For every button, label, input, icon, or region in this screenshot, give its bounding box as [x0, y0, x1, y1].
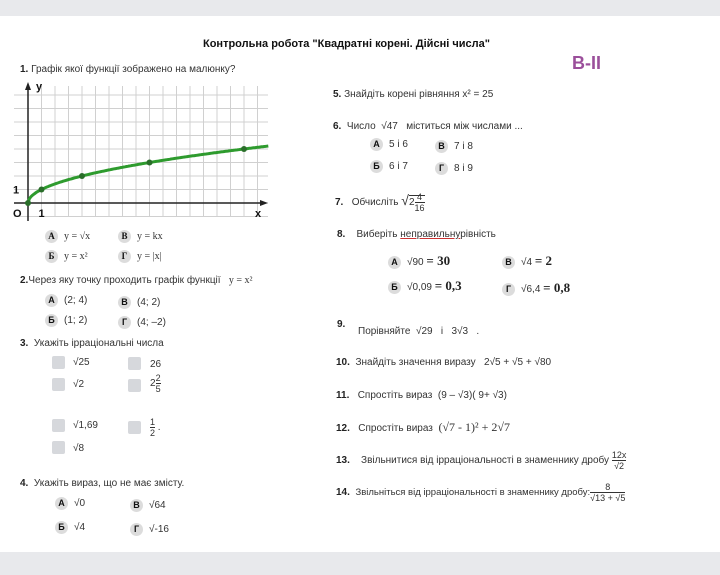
option-letter: Г: [118, 316, 131, 329]
option-value: = 30: [426, 253, 451, 268]
axis-label: O: [13, 208, 22, 220]
q-num: 12.: [336, 423, 350, 434]
option-letter: А: [45, 294, 58, 307]
option-Г[interactable]: [130, 523, 169, 536]
q-text: Знайдіть корені рівняння x² = 25: [344, 89, 494, 100]
q-text: міститься між числами ...: [406, 121, 523, 132]
option-В[interactable]: [118, 296, 160, 309]
checkbox[interactable]: [128, 379, 141, 392]
q-text: Число: [346, 121, 376, 132]
q-num: 4.: [20, 478, 29, 489]
denominator: 5: [155, 384, 161, 394]
option-text: (4; 2): [137, 297, 161, 308]
option-letter: Б: [55, 521, 68, 534]
checkbox[interactable]: [52, 356, 65, 369]
option-text: y = √x: [64, 231, 91, 242]
option-root: √90: [407, 257, 424, 268]
option-letter: А: [370, 138, 383, 151]
checkbox[interactable]: [128, 421, 141, 434]
option-В[interactable]: [502, 253, 552, 269]
q-text: рівність: [460, 229, 496, 240]
q-underlined: неправильну: [400, 229, 461, 240]
axis-label: 1: [38, 208, 45, 220]
option-text: √64: [149, 500, 166, 511]
option-text: 5 і 6: [389, 139, 408, 150]
q-text: Спростіть вираз: [357, 390, 433, 401]
numerator: 8: [590, 482, 625, 493]
q-num: 9.: [337, 319, 346, 330]
curve-point: [39, 187, 45, 193]
question-7: 7. Обчисліть √2 $\frac{4}{16}$: [335, 192, 425, 213]
q-num: 11.: [336, 390, 350, 401]
numerator: 12x: [611, 450, 627, 460]
option-letter: Г: [118, 250, 131, 263]
page-title: Контрольна робота "Квадратні корені. Дійсні числа": [203, 38, 490, 50]
q-text: Спростіть вираз: [358, 423, 433, 434]
axis-label: x: [255, 208, 262, 220]
q-text: Графік якої функції зображено на малюнку?: [31, 64, 236, 75]
q-num: 7.: [335, 197, 344, 209]
q-text: Виберіть: [356, 229, 398, 240]
denominator: √13 + √5: [590, 493, 626, 503]
option-text: (2; 4): [64, 295, 88, 306]
option-text: 7 і 8: [454, 141, 473, 152]
q-func: y = x²: [228, 275, 253, 286]
checkbox[interactable]: [52, 441, 65, 454]
q-num: 5.: [333, 89, 342, 100]
q-num: 14.: [336, 487, 350, 499]
q-num: 10.: [336, 357, 350, 368]
option-value: = 0,8: [543, 280, 571, 295]
question-11: [336, 390, 507, 401]
denominator: 2: [150, 428, 156, 438]
question-3: [20, 338, 164, 349]
option-letter: Б: [45, 250, 58, 263]
whole: 2: [408, 197, 415, 209]
option-text: 6 і 7: [389, 161, 408, 172]
option-В[interactable]: [435, 140, 473, 153]
option-letter: Г: [130, 523, 143, 536]
option-text: y = |x|: [137, 251, 162, 262]
q-num: 2.: [20, 275, 29, 286]
option-А[interactable]: [45, 230, 90, 243]
curve-point: [147, 160, 153, 166]
numerator: 4: [415, 192, 425, 203]
function-curve: [28, 146, 268, 203]
option-letter: А: [55, 497, 68, 510]
option-Б[interactable]: [388, 278, 462, 294]
axis-label: 1: [13, 184, 20, 197]
option-letter: Б: [45, 314, 58, 327]
denominator: √2: [614, 461, 625, 471]
option-В[interactable]: [130, 499, 166, 512]
q-num: 13.: [336, 455, 350, 467]
option-value: = 0,3: [434, 278, 462, 293]
q-text: Обчисліть: [351, 197, 399, 209]
option-root: √6,4: [521, 284, 541, 295]
option-text: (1; 2): [64, 315, 88, 326]
option-Б[interactable]: [370, 160, 408, 173]
option-text: 8 і 9: [454, 163, 473, 174]
question-9-text: [358, 326, 479, 337]
question-4: [20, 478, 184, 489]
option-letter: В: [118, 230, 131, 243]
option-text: y = x²: [64, 251, 88, 262]
option-letter: Б: [370, 160, 383, 173]
question-2: [20, 275, 253, 286]
option-value: = 2: [534, 253, 553, 268]
checkbox[interactable]: [128, 357, 141, 370]
option-letter: Б: [388, 281, 401, 294]
option-text: √25: [73, 357, 90, 368]
q-expr: 2√5 + √5 + √80: [484, 357, 552, 368]
option-letter: В: [118, 296, 131, 309]
question-5: [333, 89, 493, 100]
option-letter: Г: [435, 162, 448, 175]
option-text: √2: [73, 379, 85, 390]
option-text: √-16: [149, 524, 169, 535]
option-letter: В: [502, 256, 515, 269]
option-letter: А: [388, 256, 401, 269]
option-text: √1,69: [73, 420, 98, 431]
question-8: [337, 229, 496, 240]
y-arrow-icon: [25, 82, 31, 90]
whole: 2: [150, 378, 156, 390]
option-text: √0: [74, 498, 86, 509]
option-А[interactable]: [55, 497, 85, 510]
curve-point: [79, 173, 85, 179]
q-text: Звільнитися від ірраціональності в знаменнику дробу: [361, 455, 610, 467]
q-text: Через яку точку проходить графік функції: [28, 275, 221, 286]
q-num: 8.: [337, 229, 346, 240]
option-text: 26: [150, 359, 162, 370]
q-num: 6.: [333, 121, 342, 132]
q-num: 1.: [20, 64, 29, 75]
q-text: Укажіть вираз, що не має змісту.: [33, 478, 185, 489]
axis-label: y: [36, 81, 43, 93]
worksheet-page: [0, 16, 720, 552]
q-text: Укажіть ірраціональні числа: [33, 338, 164, 349]
option-Г[interactable]: [118, 250, 162, 263]
q-expr: (√7 - 1)² + 2√7: [438, 420, 510, 434]
variant-label: В-ІІ: [572, 53, 601, 73]
option-Б[interactable]: [55, 521, 85, 534]
option-text: (4; –2): [137, 317, 166, 328]
q-text: Знайдіть значення виразу: [355, 357, 476, 368]
option-Б[interactable]: [45, 250, 88, 263]
numerator: 1: [150, 417, 156, 427]
option-letter: Г: [502, 283, 515, 296]
option-text: √4: [74, 522, 86, 533]
question-13: [336, 450, 626, 471]
curve-point: [241, 146, 247, 152]
option-letter: А: [45, 230, 58, 243]
q-expr: (9 – √3)( 9+ √3): [437, 390, 507, 401]
checkbox[interactable]: [52, 378, 65, 391]
question-14: [336, 482, 625, 503]
question-10: [336, 357, 551, 368]
option-Г[interactable]: [118, 316, 166, 329]
function-graph: [10, 76, 270, 226]
option-letter: В: [435, 140, 448, 153]
question-9: [337, 319, 345, 330]
mixed-fraction: [150, 373, 161, 394]
option-Г[interactable]: [435, 162, 473, 175]
question-6: [333, 121, 523, 132]
curve-point: [25, 200, 31, 206]
option-root: √0,09: [407, 282, 432, 293]
q-expr: √47: [381, 121, 398, 132]
question-12: [336, 420, 510, 435]
q-expr: √29 і 3√3 .: [415, 326, 480, 337]
checkbox[interactable]: [52, 419, 65, 432]
option-Г[interactable]: [502, 280, 570, 296]
option-В[interactable]: [118, 230, 163, 243]
question-1: [20, 64, 235, 75]
denominator: 16: [414, 203, 425, 213]
option-letter: В: [130, 499, 143, 512]
option-А[interactable]: [370, 138, 408, 151]
option-root: √4: [521, 257, 533, 268]
q-text: Звільніться від ірраціональності в знаменнику дробу:: [355, 487, 591, 499]
fraction: $\frac{1}{2}$ .: [150, 417, 161, 438]
option-Б[interactable]: [45, 314, 87, 327]
numerator: 2: [155, 373, 161, 383]
x-arrow-icon: [260, 200, 268, 206]
option-А[interactable]: [45, 294, 87, 307]
q-text: Порівняйте: [358, 326, 411, 337]
option-А[interactable]: [388, 253, 450, 269]
option-text: √8: [73, 443, 85, 454]
q-num: 3.: [20, 338, 29, 349]
option-text: y = kx: [137, 231, 163, 242]
